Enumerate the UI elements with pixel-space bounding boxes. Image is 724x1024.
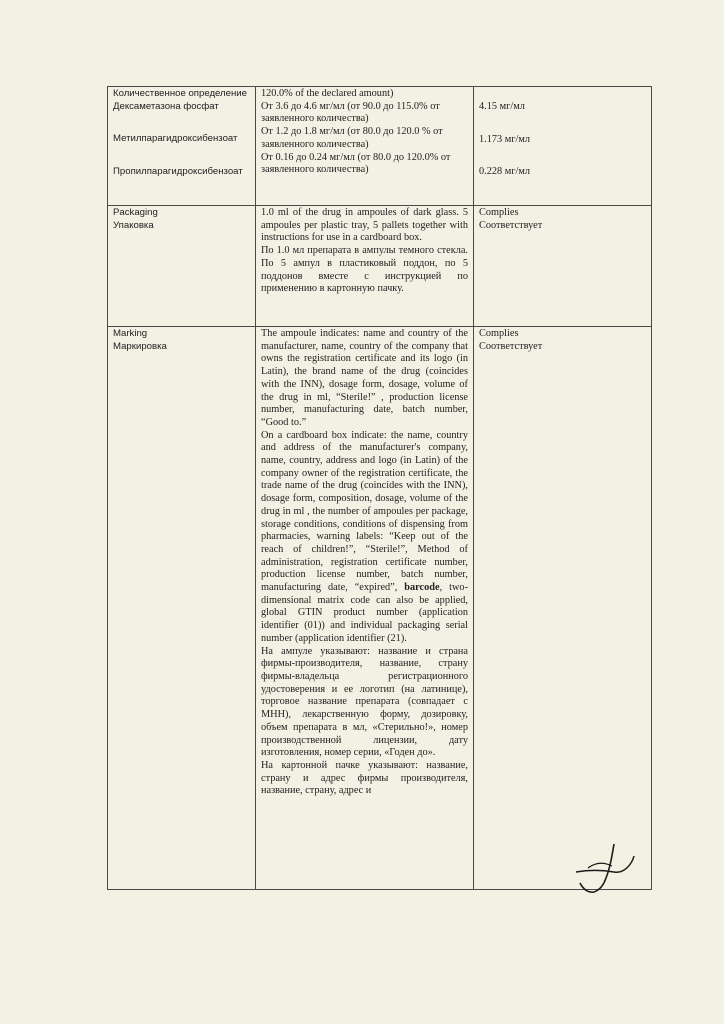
parameter-label: Упаковка bbox=[113, 219, 154, 231]
spec-paragraph bbox=[261, 430, 468, 646]
result-cell bbox=[474, 327, 652, 890]
parameter-label: Метилпарагидроксибензоат bbox=[113, 133, 238, 145]
spec-paragraph: По 1.0 мл препарата в ампулы темного стекла. По 5 ампул в пластиковый поддон, по 5 поддонов вместе с инструкцией по применению в картонную пачку. bbox=[261, 245, 468, 295]
barcode-label: barcode bbox=[404, 582, 440, 594]
spec-text: On a cardboard box indicate: the name, country and address of the manufacturer's company, name, country, address and logo (in Latin) of the company owner of the registration certificate, the trade name of the drug (coincides with the INN), dosage form, composition, dosage, volume of the drug in ml , the number of ampoules per package, storage conditions, conditions of dispensing from pharmacies, warning labels: “Keep out of the reach of children!”, “Sterile!”, Method of administration, registration certificate number, production license number, batch number, manufacturing date, “expired”, bbox=[261, 429, 468, 594]
spec-paragraph: 1.0 ml of the drug in ampoules of dark glass. 5 ampoules per plastic tray, 5 pallets together with instructions for use in a cardboard box. bbox=[261, 207, 468, 244]
specification-cell bbox=[256, 87, 474, 206]
parameter-label: Дексаметазона фосфат bbox=[113, 100, 219, 112]
spec-line: 120.0% of the declared amount) bbox=[261, 88, 394, 99]
parameter-cell bbox=[108, 327, 256, 890]
result-value: Соответствует bbox=[479, 219, 543, 231]
parameter-cell bbox=[108, 206, 256, 327]
spec-line: От 1.2 до 1.8 мг/мл (от 80.0 до 120.0 % от заявленного количества) bbox=[261, 126, 443, 150]
table-row bbox=[108, 87, 652, 206]
handwritten-signature bbox=[574, 842, 644, 894]
spec-line: От 3.6 до 4.6 мг/мл (от 90.0 до 115.0% от заявленного количества) bbox=[261, 100, 440, 125]
result-value: Соответствует bbox=[479, 340, 543, 352]
table-row bbox=[108, 206, 652, 327]
result-value: Complies bbox=[479, 207, 519, 218]
spec-paragraph: На картонной пачке указывают: название, страну и адрес фирмы производителя, название, страну, адрес и bbox=[261, 759, 468, 797]
spec-paragraph: The ampoule indicates: name and country of the manufacturer, name, country of the company that owns the registration certificate and its logo (in Latin), the brand name of the drug (coincides with the INN), dosage form, dosage, volume of the drug in ml, “Sterile!” , production license number, manufacturing date, batch number, “Good to.” bbox=[261, 328, 468, 428]
parameter-label: Количественное определение bbox=[113, 88, 247, 99]
parameter-cell bbox=[108, 87, 256, 206]
result-value: Complies bbox=[479, 328, 519, 339]
spec-line: От 0.16 до 0.24 мг/мл (от 80.0 до 120.0% от заявленного количества) bbox=[261, 151, 451, 176]
parameter-label: Маркировка bbox=[113, 340, 167, 352]
specification-cell bbox=[256, 206, 474, 327]
spec-paragraph: На ампуле указывают: название и страна фирмы-производителя, название, страну фирмы-владельца регистрационного удостоверения и ее логотип (на латинице), торговое название препарата (совпадает с МНН), лекарственную форму, дозировку, объем препарата в мл, «Стерильно!», номер производственной лицензии, дату изготовления, номер серии, «Годен до». bbox=[261, 645, 468, 759]
parameter-label: Пропилпарагидроксибензоат bbox=[113, 166, 243, 178]
result-value: 0.228 мг/мл bbox=[479, 166, 530, 178]
result-cell bbox=[474, 206, 652, 327]
result-value: 1.173 мг/мл bbox=[479, 133, 530, 145]
parameter-label: Packaging bbox=[113, 207, 158, 218]
result-value: 4.15 мг/мл bbox=[479, 101, 525, 112]
specification-cell bbox=[256, 327, 474, 890]
parameter-label: Marking bbox=[113, 328, 148, 339]
table-row bbox=[108, 327, 652, 890]
specification-table bbox=[107, 86, 652, 890]
result-cell bbox=[474, 87, 652, 206]
spec-text: , two-dimensional matrix code can also be applied, global GTIN product number (application identifier (01)) and individual packaging serial number (application identifier (21). bbox=[261, 582, 468, 644]
